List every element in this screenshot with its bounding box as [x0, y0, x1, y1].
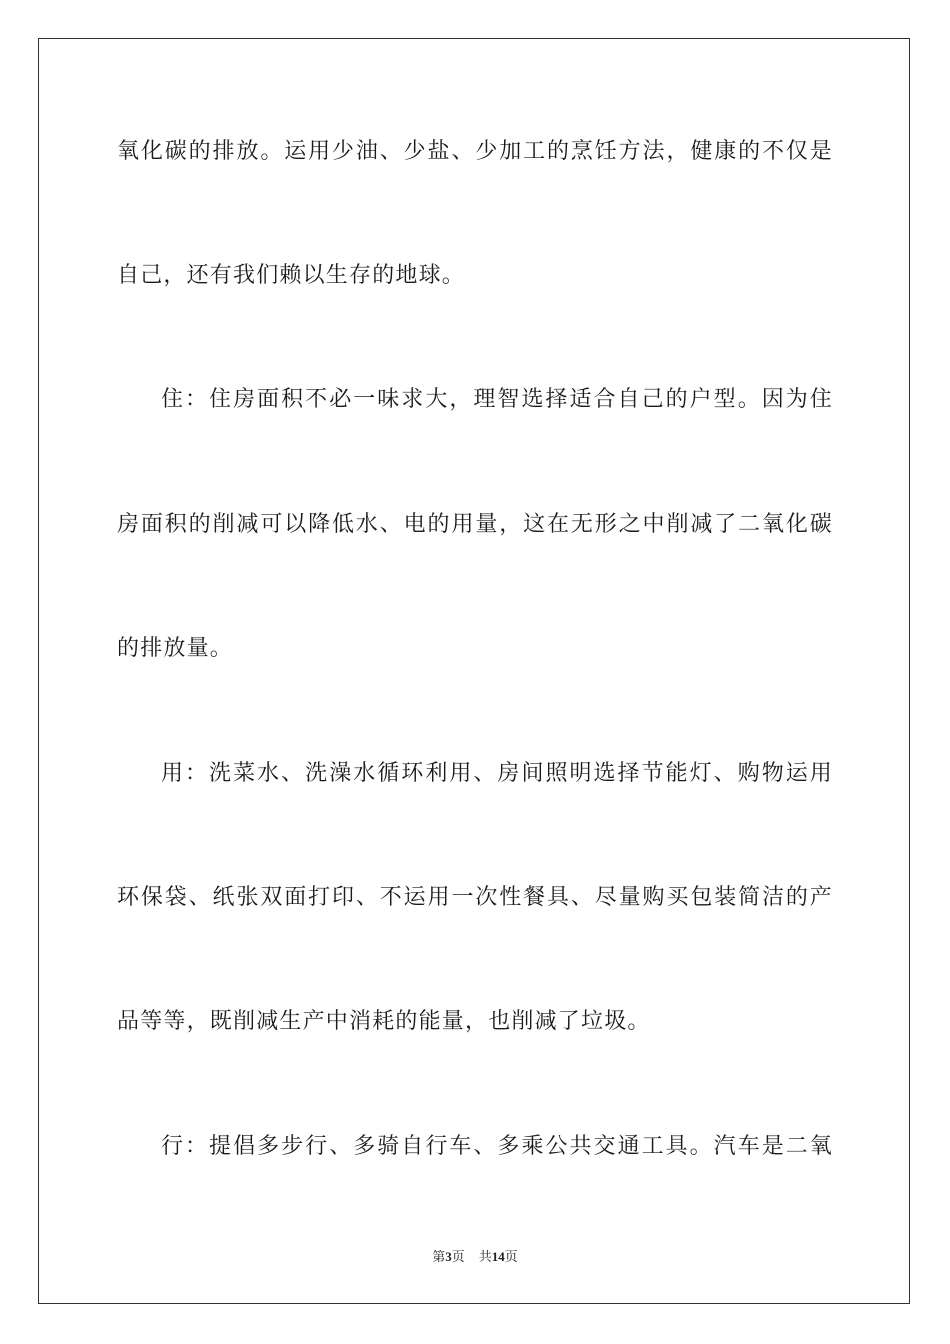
text-line-1: 氧化碳的排放。运用少油、少盐、少加工的烹饪方法，健康的不仅是: [117, 139, 833, 164]
text-line-3-indented: 住：住房面积不必一味求大，理智选择适合自己的户型。因为住: [161, 387, 833, 412]
total-pages: 14: [491, 1249, 505, 1264]
text-line-2: 自己，还有我们赖以生存的地球。: [117, 263, 466, 288]
text-line-6-indented: 用：洗菜水、洗澡水循环利用、房间照明选择节能灯、购物运用: [161, 761, 833, 786]
page-suffix: 页: [451, 1249, 465, 1264]
page-prefix: 第: [432, 1249, 446, 1264]
text-line-5: 的排放量。: [117, 636, 234, 661]
total-suffix: 页: [504, 1249, 518, 1264]
text-line-7: 环保袋、纸张双面打印、不运用一次性餐具、尽量购买包装简洁的产: [117, 885, 833, 910]
page-footer: [0, 1246, 950, 1265]
text-line-8: 品等等，既削减生产中消耗的能量，也削减了垃圾。: [117, 1009, 651, 1034]
text-line-9-indented: 行：提倡多步行、多骑自行车、多乘公共交通工具。汽车是二氧: [161, 1134, 833, 1159]
page-border: [38, 38, 910, 1304]
total-prefix: 共: [478, 1249, 492, 1264]
text-line-4: 房面积的削减可以降低水、电的用量，这在无形之中削减了二氧化碳: [117, 512, 833, 537]
page-number: 3: [445, 1249, 452, 1264]
